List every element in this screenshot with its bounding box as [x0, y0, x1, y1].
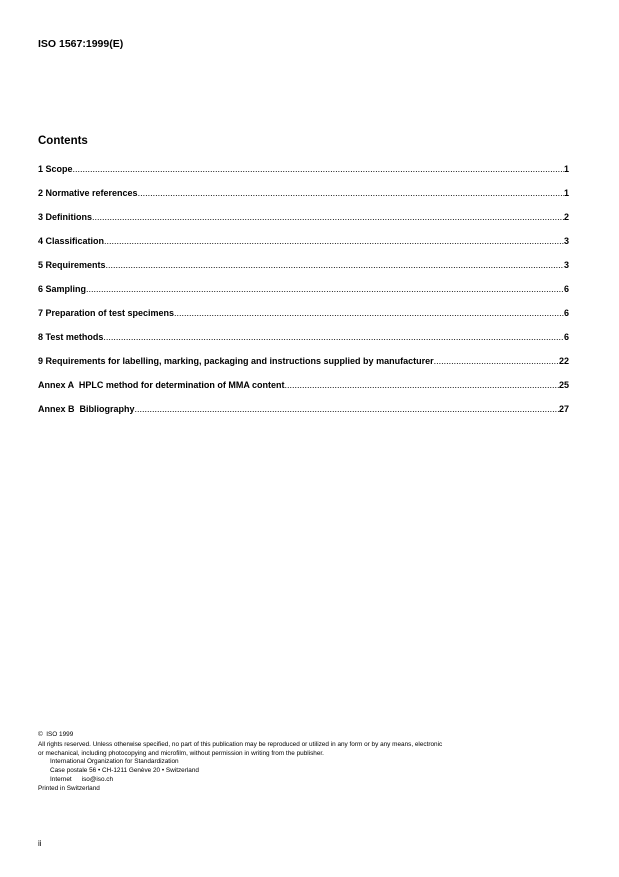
toc-page-number: 6	[563, 332, 569, 342]
copyright-notice: © ISO 1999	[38, 731, 74, 738]
toc-leader-dots	[103, 332, 564, 342]
toc-page-number: 1	[563, 188, 569, 198]
toc-leader-dots	[434, 356, 559, 366]
toc-leader-dots	[73, 164, 564, 174]
toc-entry-preparation-of-test-specimens[interactable]	[38, 308, 569, 332]
toc-entry-labelling-requirements[interactable]	[38, 356, 569, 380]
toc-entry-title: 1 Scope	[38, 164, 73, 174]
postal-address: Case postale 56 • CH-1211 Genève 20 • Switzerland	[50, 767, 199, 775]
toc-page-number: 22	[558, 356, 569, 366]
toc-leader-dots	[106, 260, 564, 270]
toc-page-number: 27	[558, 404, 569, 414]
toc-leader-dots	[104, 236, 564, 246]
toc-entry-requirements[interactable]	[38, 260, 569, 284]
contents-heading: Contents	[38, 135, 88, 147]
toc-page-number: 1	[563, 164, 569, 174]
rights-statement-line-2: or mechanical, including photocopying and microfilm, without permission in writing from the publisher.	[38, 749, 324, 757]
toc-leader-dots	[86, 284, 564, 294]
toc-entry-title: Annex A HPLC method for determination of MMA content	[38, 380, 285, 390]
copyright-block	[38, 731, 578, 794]
toc-page-number: 2	[563, 212, 569, 222]
toc-entry-title: 4 Classification	[38, 236, 105, 246]
toc-entry-sampling[interactable]	[38, 284, 569, 308]
toc-page-number: 6	[563, 284, 569, 294]
toc-entry-test-methods[interactable]	[38, 332, 569, 356]
internet-label: Internet	[50, 775, 72, 783]
toc-page-number: 6	[563, 308, 569, 318]
table-of-contents	[38, 164, 569, 428]
internet-contact	[38, 776, 578, 785]
toc-leader-dots	[174, 308, 564, 318]
toc-entry-title: 2 Normative references	[38, 188, 138, 198]
printed-location: Printed in Switzerland	[38, 784, 100, 792]
toc-entry-definitions[interactable]	[38, 212, 569, 236]
toc-leader-dots	[135, 404, 559, 414]
toc-page-number: 25	[558, 380, 569, 390]
toc-leader-dots	[92, 212, 564, 222]
organization-name: International Organization for Standardization	[50, 758, 179, 766]
page-number: ii	[38, 839, 42, 848]
toc-entry-title: 3 Definitions	[38, 212, 93, 222]
document-header: ISO 1567:1999(E)	[38, 38, 124, 50]
toc-entry-title: 6 Sampling	[38, 284, 87, 294]
toc-entry-title: 9 Requirements for labelling, marking, packaging and instructions supplied by manufacturer	[38, 356, 434, 366]
toc-entry-title: 5 Requirements	[38, 260, 106, 270]
toc-page-number: 3	[563, 236, 569, 246]
toc-entry-title: 8 Test methods	[38, 332, 104, 342]
toc-page-number: 3	[563, 260, 569, 270]
toc-entry-title: Annex B Bibliography	[38, 404, 135, 414]
toc-entry-scope[interactable]	[38, 164, 569, 188]
toc-entry-annex-a[interactable]	[38, 380, 569, 404]
internet-email[interactable]: iso@iso.ch	[81, 775, 114, 783]
toc-entry-classification[interactable]	[38, 236, 569, 260]
toc-leader-dots	[138, 188, 564, 198]
toc-leader-dots	[285, 380, 559, 390]
toc-entry-normative-references[interactable]	[38, 188, 569, 212]
rights-statement-line-1: All rights reserved. Unless otherwise specified, no part of this publication may be reproduced or utilized in any form or by any means, electronic	[38, 740, 443, 748]
toc-entry-annex-b[interactable]	[38, 404, 569, 428]
toc-entry-title: 7 Preparation of test specimens	[38, 308, 175, 318]
